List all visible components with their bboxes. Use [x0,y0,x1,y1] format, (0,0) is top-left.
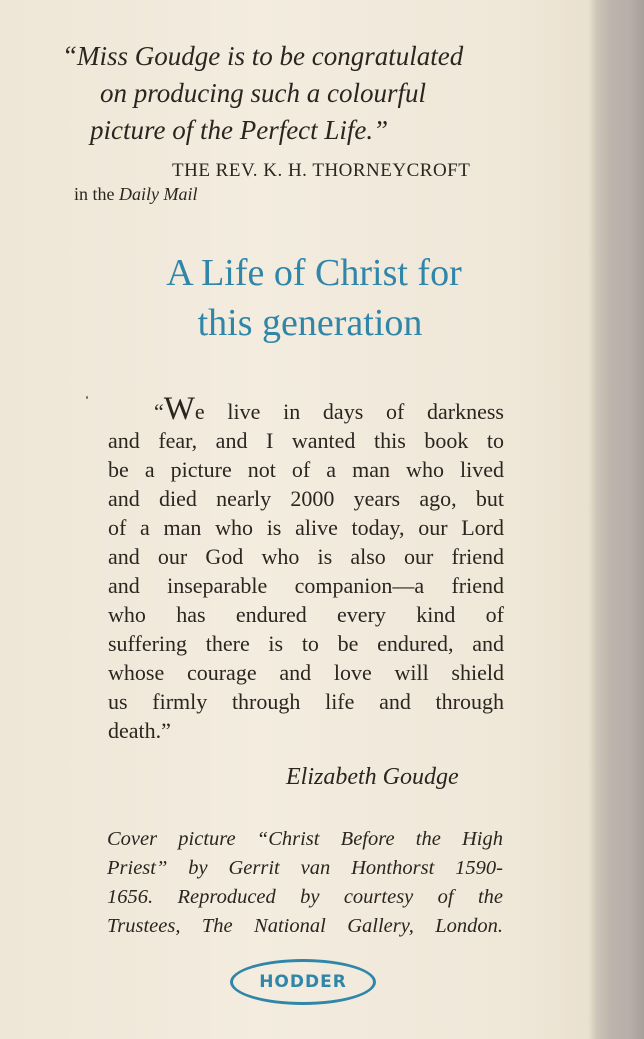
review-source-publication: Daily Mail [119,184,198,204]
tagline-line-2: this generation [197,302,423,344]
drop-cap: W [163,391,195,427]
author-quote-line: suffering there is to be endured, and [108,631,504,656]
author-quote [108,391,504,745]
publisher-logo-text: HODDER [259,972,347,992]
author-signature: Elizabeth Goudge [286,764,459,790]
cover-credit-line: Trustees, The National Gallery, London. [107,915,503,937]
tagline-heading [0,248,620,348]
review-source [74,184,198,205]
author-quote-line: and our God who is also our friend [108,544,504,569]
spine-shadow [588,0,596,1039]
author-quote-line: of a man who is alive today, our Lord [108,515,504,540]
author-quote-line: whose courage and love will shield [108,660,504,685]
reviewer-name: THE REV. K. H. THORNEYCROFT [172,160,471,181]
cover-credit-line: 1656. Reproduced by courtesy of the [107,886,503,908]
cover-credit-line: Priest” by Gerrit van Honthorst 1590- [107,857,503,879]
author-quote-line: who has endured every kind of [108,602,504,627]
author-quote-last-line: death.” [108,718,171,743]
tagline-line-1: A Life of Christ for [166,252,462,294]
review-quote-line: on producing such a colourful [100,78,426,108]
author-quote-line: us firmly through life and through [108,689,504,714]
review-quote-line: picture of the Perfect Life.” [90,115,389,145]
review-source-prefix: in the [74,184,115,204]
review-quote [62,38,542,149]
paper-speck [86,396,88,399]
author-quote-line: and inseparable companion—a friend [108,573,504,598]
author-quote-line: and fear, and I wanted this book to [108,428,504,453]
author-quote-line: be a picture not of a man who lived [108,457,504,482]
open-quote-mark: “ [154,399,164,424]
author-quote-first-line [108,391,504,427]
cover-credit-line: Cover picture “Christ Before the High [107,828,503,850]
publisher-logo [230,959,376,1005]
spine-edge [596,0,644,1039]
first-line-text: e live in days of darkness [194,399,504,424]
cover-credit [107,825,503,941]
author-quote-line: and died nearly 2000 years ago, but [108,486,504,511]
review-quote-line: “Miss Goudge is to be congratulated [62,41,464,71]
